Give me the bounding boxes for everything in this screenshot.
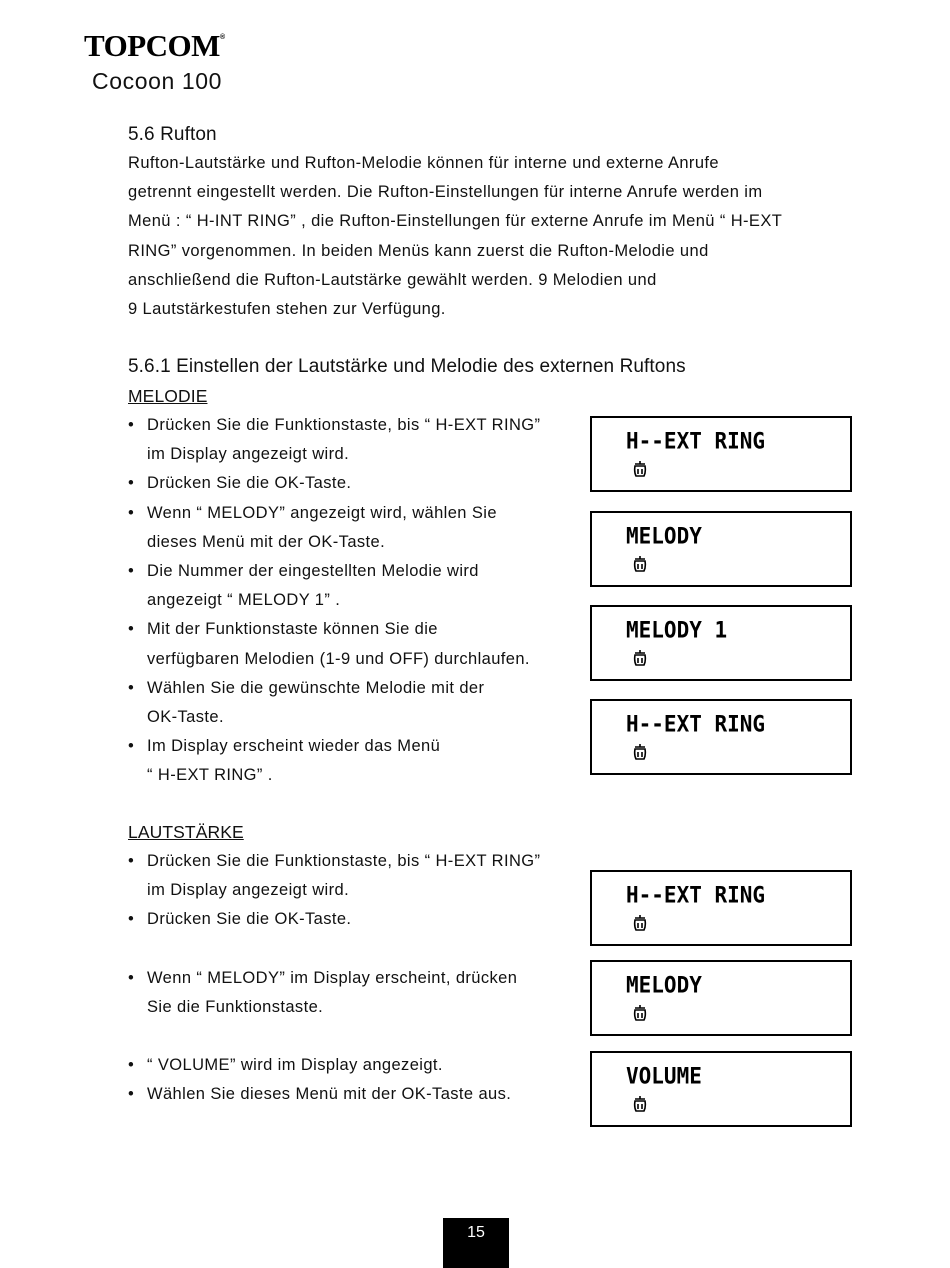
brand-name: TOPCOM <box>84 28 220 63</box>
list-item-line: • Drücken Sie die Funktionstaste, bis “ H-EXT RING” <box>147 416 541 434</box>
list-item-line: • Wenn “ MELODY” angezeigt wird, wählen Sie <box>147 503 497 522</box>
list-item-line: • “ VOLUME” wird im Display angezeigt. <box>147 1056 443 1074</box>
lcd-display <box>590 870 852 946</box>
lcd-text: MELODY <box>626 523 702 549</box>
list-item <box>128 1051 588 1080</box>
registered-mark: ® <box>219 34 225 41</box>
list-item-line: • Die Nummer der eingestellten Melodie wird <box>147 562 479 581</box>
list-item <box>128 732 588 790</box>
list-item-line: • Wählen Sie dieses Menü mit der OK-Taste aus. <box>147 1085 512 1104</box>
intro-line: getrennt eingestellt werden. Die Rufton-Einstellungen für interne Anrufe werden im <box>128 183 763 202</box>
list-item <box>128 674 588 732</box>
list-item-line: angezeigt “ MELODY 1” . <box>147 591 341 610</box>
list-item-line: im Display angezeigt wird. <box>147 881 350 900</box>
list-item-line: im Display angezeigt wird. <box>147 445 350 464</box>
lcd-text: H--EXT RING <box>626 882 766 908</box>
subsection-title: 5.6.1 Einstellen der Lautstärke und Melodie des externen Ruftons <box>128 356 686 377</box>
lcd-display <box>590 416 852 492</box>
list-item-line: OK-Taste. <box>147 708 224 727</box>
lcd-text: H--EXT RING <box>626 428 766 454</box>
lcd-text: H--EXT RING <box>626 711 766 737</box>
lcd-display <box>590 699 852 775</box>
intro-line: 9 Lautstärkestufen stehen zur Verfügung. <box>128 300 446 319</box>
list-item-line: verfügbaren Melodien (1-9 und OFF) durchlaufen. <box>147 649 530 668</box>
list-item <box>128 469 588 498</box>
list-item <box>128 615 588 673</box>
melodie-steps <box>128 411 588 791</box>
lautstaerke-steps-2 <box>128 964 588 1022</box>
intro-line: Menü : “ H-INT RING” , die Rufton-Einstellungen für externe Anrufe im Menü “ H-EXT <box>128 212 783 231</box>
lcd-display <box>590 1051 852 1127</box>
lautstaerke-steps-3 <box>128 1051 588 1109</box>
list-item-line: • Mit der Funktionstaste können Sie die <box>147 620 438 639</box>
list-item-line: • Im Display erscheint wieder das Menü <box>147 737 441 756</box>
lcd-display <box>590 511 852 587</box>
intro-paragraph <box>128 149 868 324</box>
model-name: Cocoon 100 <box>92 68 223 94</box>
list-item <box>128 499 588 557</box>
list-item-line: Sie die Funktionstaste. <box>147 998 324 1017</box>
list-item-line: • Drücken Sie die OK-Taste. <box>147 910 352 929</box>
list-item <box>128 905 588 934</box>
list-item-line: • Wenn “ MELODY” im Display erscheint, drücken <box>147 969 518 987</box>
page-number: 15 <box>443 1218 509 1268</box>
list-item <box>128 847 588 905</box>
handset-icon <box>632 460 648 480</box>
handset-icon <box>632 1095 648 1115</box>
list-item <box>128 1080 588 1109</box>
lcd-text: VOLUME <box>626 1063 702 1089</box>
handset-icon <box>632 649 648 669</box>
list-item-line: • Drücken Sie die OK-Taste. <box>147 474 352 493</box>
intro-line: RING” vorgenommen. In beiden Menüs kann zuerst die Rufton-Melodie und <box>128 241 709 260</box>
handset-icon <box>632 1004 648 1024</box>
intro-line: Rufton-Lautstärke und Rufton-Melodie können für interne und externe Anrufe <box>128 154 719 172</box>
lautstaerke-steps-1 <box>128 847 588 935</box>
lcd-display <box>590 605 852 681</box>
handset-icon <box>632 743 648 763</box>
list-item-line: • Drücken Sie die Funktionstaste, bis “ H-EXT RING” <box>147 852 541 870</box>
section-title: 5.6 Rufton <box>128 124 217 145</box>
brand-logo <box>84 30 225 61</box>
handset-icon <box>632 914 648 934</box>
list-item <box>128 964 588 1022</box>
lcd-text: MELODY <box>626 972 702 998</box>
handset-icon <box>632 555 648 575</box>
list-item <box>128 411 588 469</box>
list-item-line: “ H-EXT RING” . <box>147 766 273 785</box>
lcd-text: MELODY 1 <box>626 617 728 643</box>
lcd-display <box>590 960 852 1036</box>
lautstaerke-label: LAUTSTÄRKE <box>128 822 244 842</box>
list-item <box>128 557 588 615</box>
melodie-label: MELODIE <box>128 386 208 406</box>
list-item-line: dieses Menü mit der OK-Taste. <box>147 532 386 551</box>
list-item-line: • Wählen Sie die gewünschte Melodie mit der <box>147 678 485 697</box>
intro-line: anschließend die Rufton-Lautstärke gewählt werden. 9 Melodien und <box>128 270 657 289</box>
